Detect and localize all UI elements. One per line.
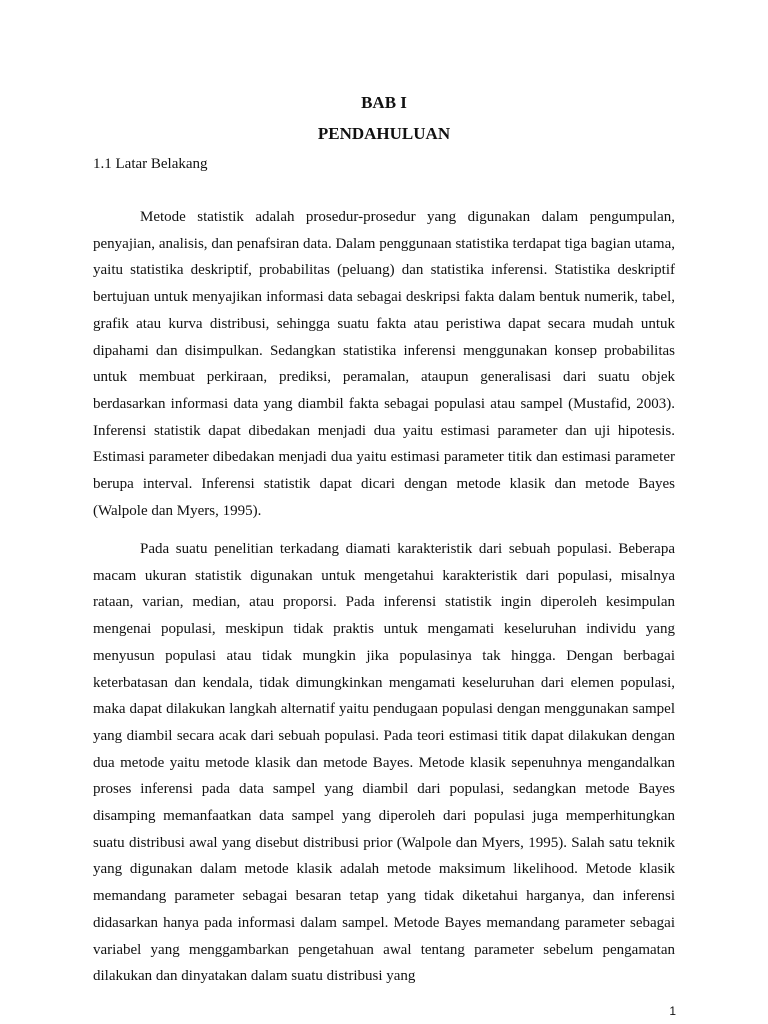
chapter-title: PENDAHULUAN [317, 124, 451, 143]
paragraph: Metode statistik adalah prosedur-prosedur yang digunakan dalam pengumpulan, penyajian, analisis, dan penafsiran data. Dalam penggunaan statistika terdapat tiga bagian utama, yaitu statistika deskriptif, probabilitas (peluang) dan statistika inferensi. Statistika deskriptif bertujuan untuk menyajikan informasi data sebagai deskripsi fakta dalam bentuk numerik, tabel, grafik atau kurva distribusi, sehingga suatu fakta atau peristiwa dapat secara mudah untuk dipahami dan disimpulkan. Sedangkan statistika inferensi menggunakan konsep probabilitas untuk membuat perkiraan, prediksi, peramalan, ataupun generalisasi dari suatu objek berdasarkan informasi data yang diambil fakta sebagai populasi atau sampel (Mustafid, 2003). Inferensi statistik dapat dibedakan menjadi dua yaitu estimasi parameter dan uji hipotesis. Estimasi parameter dibedakan menjadi dua yaitu estimasi parameter titik dan estimasi parameter berupa interval. Inferensi statistik dapat dicari dengan metode klasik dan metode Bayes (Walpole dan Myers, 1995). [93, 209, 675, 519]
chapter-number: BAB I [361, 93, 407, 112]
page-number: 1 [669, 1004, 676, 1018]
section-heading: 1.1 Latar Belakang [93, 156, 208, 172]
paragraph: Pada suatu penelitian terkadang diamati karakteristik dari sebuah populasi. Beberapa macam ukuran statistik digunakan untuk mengetahui karakteristik dari populasi, misalnya rataan, varian, median, atau proporsi. Pada inferensi statistik ingin diperoleh kesimpulan mengenai populasi, meskipun tidak praktis untuk mengamati keseluruhan individu yang menyusun populasi atau tidak mungkin jika populasinya tak hingga. Dengan berbagai keterbatasan dan kendala, tidak dimungkinkan mengamati keseluruhan dari elemen populasi, maka dapat dilakukan langkah alternatif yaitu pendugaan populasi dengan menggunakan sampel yang diambil secara acak dari sebuah populasi. Pada teori estimasi titik dapat dilakukan dengan dua metode yaitu metode klasik dan metode Bayes. Metode klasik sepenuhnya mengandalkan proses inferensi pada data sampel yang diambil dari populasi, sedangkan metode Bayes disamping memanfaatkan data sampel yang diperoleh dari populasi juga memperhitungkan suatu distribusi awal yang disebut distribusi prior (Walpole dan Myers, 1995). Salah satu teknik yang digunakan dalam metode klasik adalah metode maksimum likelihood. Metode klasik memandang parameter sebagai besaran tetap yang tidak diketahui harganya, dan inferensi didasarkan hanya pada informasi dalam sampel. Metode Bayes memandang parameter sebagai variabel yang menggambarkan pengetahuan awal tentang parameter sebelum pengamatan dilakukan dan dinyatakan dalam suatu distribusi yang [93, 541, 675, 985]
